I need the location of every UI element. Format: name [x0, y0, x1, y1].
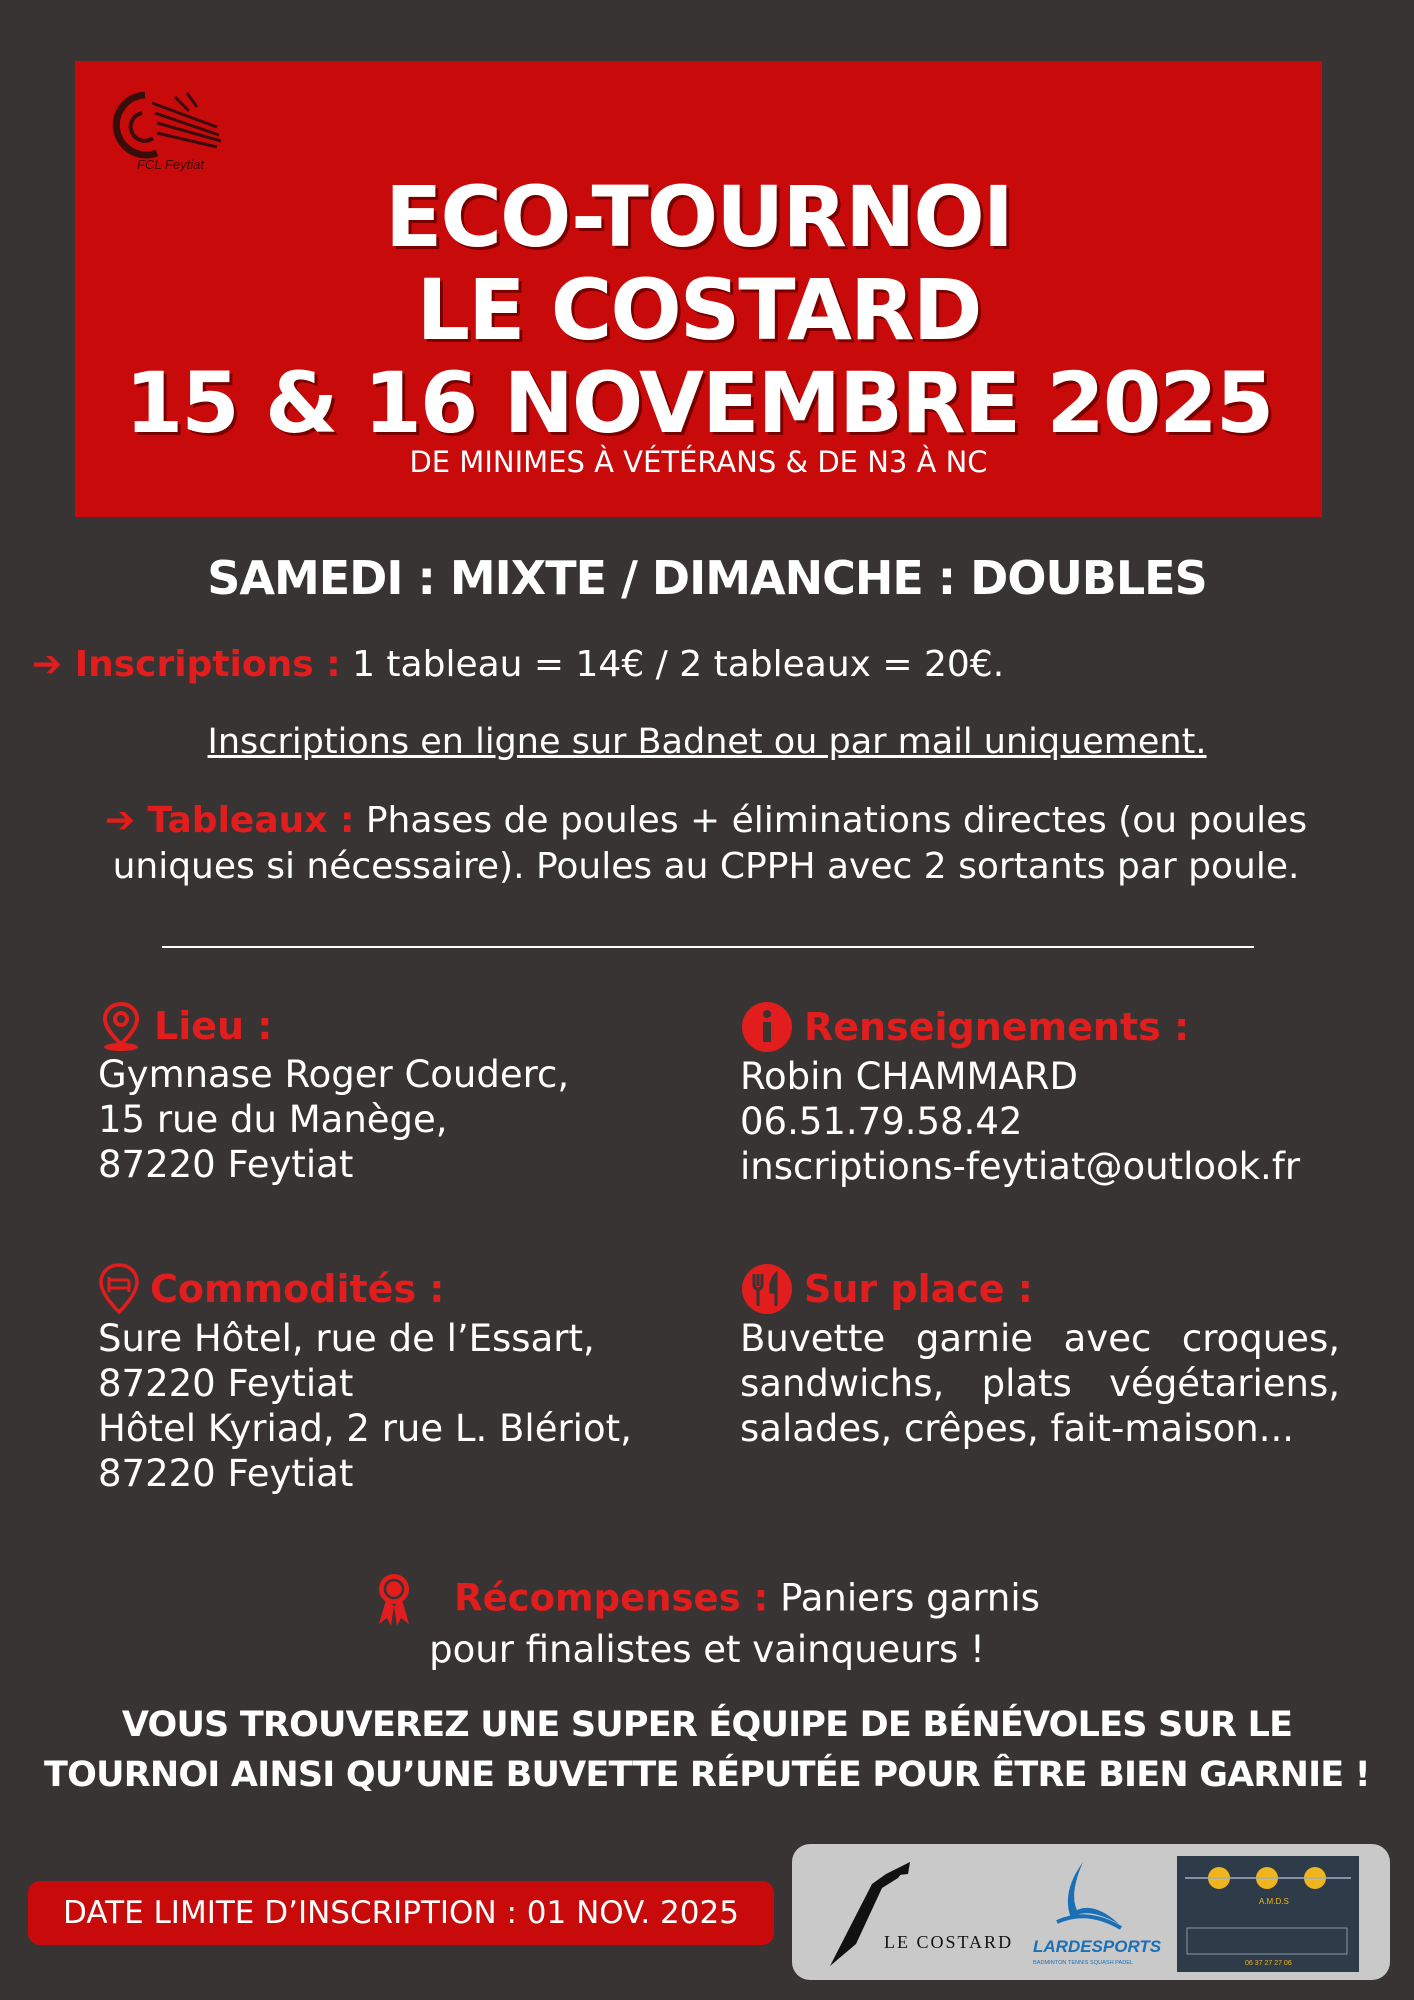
renseignements-label: Renseignements :	[804, 1005, 1190, 1049]
tableaux-label: ➔ Tableaux :	[104, 800, 355, 841]
closing-line-2: TOURNOI AINSI QU’UNE BUVETTE RÉPUTÉE POUR ÊTRE BIEN GARNIE !	[44, 1755, 1370, 1795]
contact-name: Robin CHAMMARD	[740, 1055, 1078, 1098]
sponsor-lardesports-sub: BADMINTON TENNIS SQUASH PADEL	[1033, 1960, 1134, 1966]
lieu-line: 15 rue du Manège,	[98, 1098, 448, 1141]
recompenses-text-1: Paniers garnis	[768, 1576, 1040, 1620]
commodites-line: Sure Hôtel, rue de l’Essart,	[98, 1317, 595, 1360]
info-icon	[740, 1000, 794, 1054]
recompenses-section	[0, 1572, 1414, 1672]
closing-message	[0, 1700, 1414, 1800]
map-pin-icon	[98, 1000, 144, 1052]
lieu-label: Lieu :	[154, 1004, 273, 1048]
recompenses-label: Récompenses :	[454, 1576, 769, 1620]
commodites-line: Hôtel Kyriad, 2 rue L. Blériot,	[98, 1407, 632, 1450]
cutlery-icon	[740, 1262, 794, 1316]
tableaux-text: Phases de poules + éliminations directes (ou poules uniques si nécessaire). Poules au CPPH avec 2 sortants par poule.	[112, 800, 1308, 887]
sponsor-lardesports-logo	[1017, 1844, 1162, 1980]
commodites-label: Commodités :	[150, 1267, 445, 1311]
page-title	[75, 168, 1322, 452]
sponsor-lardesports-text: LARDESPORTS	[1033, 1937, 1162, 1956]
sponsor-amds-logo	[1177, 1844, 1377, 1980]
subtitle: DE MINIMES À VÉTÉRANS & DE N3 À NC	[409, 445, 988, 479]
contact-email[interactable]: inscriptions-feytiat@outlook.fr	[740, 1145, 1301, 1188]
lieu-section	[98, 1000, 569, 1187]
divider	[162, 946, 1254, 948]
inscriptions-online-note: Inscriptions en ligne sur Badnet ou par mail uniquement.	[207, 722, 1207, 762]
recompenses-text-2: pour finalistes et vainqueurs !	[429, 1628, 985, 1671]
tableaux-line	[38, 798, 1374, 890]
sponsors-panel	[792, 1844, 1390, 1980]
sponsor-amds-phone: 06 37 27 27 06	[1245, 1960, 1292, 1967]
title-line-1: ECO-TOURNOI	[384, 168, 1013, 266]
closing-line-1: VOUS TROUVEREZ UNE SUPER ÉQUIPE DE BÉNÉVOLES SUR LE	[121, 1705, 1293, 1745]
commodites-line: 87220 Feytiat	[98, 1362, 354, 1405]
inscriptions-price: 1 tableau = 14€ / 2 tableaux = 20€.	[340, 644, 1005, 685]
renseignements-section	[740, 1000, 1300, 1189]
header-banner	[75, 61, 1322, 517]
sponsor-le-costard-text: LE COSTARD	[884, 1932, 1014, 1952]
inscriptions-line	[32, 644, 1004, 685]
lieu-line: 87220 Feytiat	[98, 1143, 354, 1186]
sur-place-text: Buvette garnie avec croques, sandwichs, plats végétariens, salades, crêpes, fait-maison...	[740, 1317, 1340, 1450]
inscriptions-label: ➔ Inscriptions :	[32, 644, 341, 685]
commodites-section	[98, 1262, 632, 1496]
contact-phone[interactable]: 06.51.79.58.42	[740, 1100, 1023, 1143]
sur-place-section	[740, 1262, 1340, 1451]
commodites-line: 87220 Feytiat	[98, 1452, 354, 1495]
sponsor-le-costard-logo	[812, 1844, 1012, 1980]
sponsor-amds-text: A.M.D.S	[1259, 1897, 1289, 1906]
award-ribbon-icon	[374, 1572, 414, 1628]
deadline-badge: DATE LIMITE D’INSCRIPTION : 01 NOV. 2025	[28, 1881, 774, 1945]
lieu-line: Gymnase Roger Couderc,	[98, 1053, 570, 1096]
hotel-icon	[98, 1262, 140, 1316]
title-line-3: 15 & 16 NOVEMBRE 2025	[124, 354, 1273, 452]
club-logo-text: FCL Feytiat	[137, 157, 204, 172]
title-line-2: LE COSTARD	[416, 261, 981, 359]
club-logo	[97, 83, 227, 173]
schedule-heading: SAMEDI : MIXTE / DIMANCHE : DOUBLES	[207, 551, 1207, 605]
sur-place-label: Sur place :	[804, 1267, 1033, 1311]
